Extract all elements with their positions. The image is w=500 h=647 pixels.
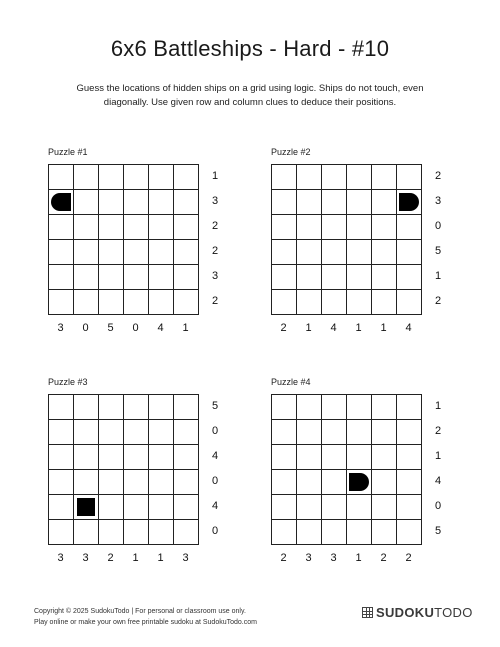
- grid-cell[interactable]: [297, 520, 322, 545]
- grid-cell[interactable]: [49, 520, 74, 545]
- grid-cell[interactable]: [174, 215, 199, 240]
- grid-cell[interactable]: [272, 470, 297, 495]
- column-clue: 2: [280, 322, 287, 334]
- grid-cell[interactable]: [74, 395, 99, 420]
- row-clue: 2: [211, 245, 219, 257]
- row-clue: 1: [434, 270, 442, 282]
- grid-cell[interactable]: [272, 520, 297, 545]
- puzzle-label: Puzzle #2: [271, 147, 311, 157]
- grid-cell[interactable]: [149, 240, 174, 265]
- grid-cell[interactable]: [372, 190, 397, 215]
- grid-cell[interactable]: [297, 290, 322, 315]
- grid-cell[interactable]: [99, 265, 124, 290]
- promo-text: Play online or make your own free printable sudoku at SudokuTodo.com: [34, 619, 257, 626]
- grid-cell[interactable]: [124, 190, 149, 215]
- grid-cell[interactable]: [74, 445, 99, 470]
- row-clue: 4: [211, 450, 219, 462]
- grid-cell[interactable]: [174, 520, 199, 545]
- puzzle-grid: [48, 164, 199, 315]
- grid-cell[interactable]: [322, 420, 347, 445]
- row-clue: 0: [434, 500, 442, 512]
- logo: [362, 605, 473, 620]
- column-clue: 4: [405, 322, 412, 334]
- row-clue: 2: [434, 170, 442, 182]
- row-clue: 0: [211, 475, 219, 487]
- row-clue: 5: [434, 525, 442, 537]
- grid-cell[interactable]: [174, 190, 199, 215]
- grid-cell[interactable]: [372, 290, 397, 315]
- grid-cell[interactable]: [372, 470, 397, 495]
- grid-cell[interactable]: [272, 190, 297, 215]
- grid-cell[interactable]: [74, 240, 99, 265]
- grid-cell[interactable]: [99, 395, 124, 420]
- footer: [34, 606, 257, 628]
- grid-cell[interactable]: [49, 265, 74, 290]
- column-clue: 2: [380, 552, 387, 564]
- grid-cell[interactable]: [149, 290, 174, 315]
- puzzle-label: Puzzle #3: [48, 377, 88, 387]
- ship-segment-icon: [349, 473, 369, 491]
- grid-cell[interactable]: [322, 190, 347, 215]
- grid-cell[interactable]: [124, 495, 149, 520]
- grid-cell[interactable]: [372, 395, 397, 420]
- column-clue: 2: [107, 552, 114, 564]
- row-clue: 2: [211, 220, 219, 232]
- grid-cell[interactable]: [149, 495, 174, 520]
- grid-cell[interactable]: [174, 395, 199, 420]
- grid-cell[interactable]: [372, 495, 397, 520]
- grid-cell[interactable]: [49, 165, 74, 190]
- grid-cell[interactable]: [99, 495, 124, 520]
- grid-cell[interactable]: [397, 445, 422, 470]
- grid-cell[interactable]: [372, 165, 397, 190]
- grid-cell[interactable]: [397, 495, 422, 520]
- grid-cell[interactable]: [297, 470, 322, 495]
- logo-text: [376, 605, 473, 620]
- grid-cell[interactable]: [124, 240, 149, 265]
- grid-cell[interactable]: [372, 520, 397, 545]
- row-clue: 3: [434, 195, 442, 207]
- grid-cell[interactable]: [347, 470, 372, 495]
- row-clue: 2: [434, 295, 442, 307]
- puzzle-label: Puzzle #4: [271, 377, 311, 387]
- grid-cell[interactable]: [124, 520, 149, 545]
- row-clue: 4: [211, 500, 219, 512]
- grid-cell[interactable]: [124, 165, 149, 190]
- column-clue: 3: [330, 552, 337, 564]
- grid-cell[interactable]: [99, 190, 124, 215]
- grid-cell[interactable]: [124, 215, 149, 240]
- grid-cell[interactable]: [74, 215, 99, 240]
- grid-cell[interactable]: [397, 290, 422, 315]
- grid-cell[interactable]: [322, 165, 347, 190]
- grid-cell[interactable]: [74, 520, 99, 545]
- grid-cell[interactable]: [372, 445, 397, 470]
- row-clue: 0: [434, 220, 442, 232]
- grid-cell[interactable]: [99, 165, 124, 190]
- grid-cell[interactable]: [347, 265, 372, 290]
- column-clue: 0: [132, 322, 139, 334]
- grid-cell[interactable]: [397, 265, 422, 290]
- grid-cell[interactable]: [322, 520, 347, 545]
- grid-cell[interactable]: [272, 265, 297, 290]
- grid-cell[interactable]: [174, 265, 199, 290]
- grid-cell[interactable]: [272, 240, 297, 265]
- logo-part-todo: TODO: [434, 605, 473, 620]
- grid-cell[interactable]: [372, 240, 397, 265]
- grid-cell[interactable]: [174, 290, 199, 315]
- ship-segment-icon: [51, 193, 71, 211]
- grid-cell[interactable]: [99, 470, 124, 495]
- grid-cell[interactable]: [297, 420, 322, 445]
- grid-cell[interactable]: [297, 240, 322, 265]
- grid-cell[interactable]: [397, 520, 422, 545]
- grid-cell[interactable]: [74, 495, 99, 520]
- column-clue: 3: [57, 322, 64, 334]
- grid-cell[interactable]: [397, 165, 422, 190]
- grid-cell[interactable]: [297, 190, 322, 215]
- row-clue: 2: [434, 425, 442, 437]
- grid-cell[interactable]: [99, 445, 124, 470]
- grid-cell[interactable]: [174, 165, 199, 190]
- column-clue: 1: [305, 322, 312, 334]
- grid-cell[interactable]: [49, 215, 74, 240]
- grid-cell[interactable]: [347, 495, 372, 520]
- column-clue: 3: [82, 552, 89, 564]
- column-clue: 1: [182, 322, 189, 334]
- column-clue: 3: [57, 552, 64, 564]
- grid-cell[interactable]: [372, 265, 397, 290]
- grid-cell[interactable]: [322, 240, 347, 265]
- grid-cell[interactable]: [124, 470, 149, 495]
- grid-cell[interactable]: [297, 165, 322, 190]
- grid-cell[interactable]: [347, 190, 372, 215]
- grid-cell[interactable]: [149, 165, 174, 190]
- row-clue: 1: [434, 450, 442, 462]
- grid-cell[interactable]: [99, 240, 124, 265]
- grid-cell[interactable]: [149, 190, 174, 215]
- grid-cell[interactable]: [99, 215, 124, 240]
- grid-cell[interactable]: [49, 470, 74, 495]
- grid-cell[interactable]: [322, 395, 347, 420]
- grid-logo-icon: [362, 607, 373, 618]
- puzzle-grid: [271, 164, 422, 315]
- puzzle-4: [271, 377, 471, 587]
- puzzle-grid: [48, 394, 199, 545]
- grid-cell[interactable]: [174, 445, 199, 470]
- row-clue: 0: [211, 525, 219, 537]
- grid-cell[interactable]: [272, 395, 297, 420]
- grid-cell[interactable]: [372, 215, 397, 240]
- grid-cell[interactable]: [397, 395, 422, 420]
- logo-part-sudoku: SUDOKU: [376, 605, 435, 620]
- grid-cell[interactable]: [397, 420, 422, 445]
- column-clue: 3: [305, 552, 312, 564]
- grid-cell[interactable]: [49, 290, 74, 315]
- instructions: Guess the locations of hidden ships on a grid using logic. Ships do not touch, even diagonally. Use given row and column clues to deduce their positions.: [76, 83, 424, 108]
- grid-cell[interactable]: [322, 445, 347, 470]
- column-clue: 1: [157, 552, 164, 564]
- grid-cell[interactable]: [272, 445, 297, 470]
- grid-cell[interactable]: [322, 265, 347, 290]
- grid-cell[interactable]: [322, 290, 347, 315]
- puzzle-label: Puzzle #1: [48, 147, 88, 157]
- row-clue: 1: [434, 400, 442, 412]
- grid-cell[interactable]: [297, 445, 322, 470]
- grid-cell[interactable]: [49, 190, 74, 215]
- grid-cell[interactable]: [74, 165, 99, 190]
- grid-cell[interactable]: [297, 215, 322, 240]
- grid-cell[interactable]: [174, 240, 199, 265]
- column-clue: 1: [380, 322, 387, 334]
- row-clue: 5: [211, 400, 219, 412]
- grid-cell[interactable]: [74, 290, 99, 315]
- copyright-text: Copyright © 2025 SudokuTodo | For personal or classroom use only.: [34, 608, 246, 615]
- grid-cell[interactable]: [372, 420, 397, 445]
- ship-segment-icon: [399, 193, 419, 211]
- grid-cell[interactable]: [347, 165, 372, 190]
- row-clue: 4: [434, 475, 442, 487]
- grid-cell[interactable]: [272, 290, 297, 315]
- row-clue: 3: [211, 270, 219, 282]
- grid-cell[interactable]: [272, 420, 297, 445]
- column-clue: 2: [280, 552, 287, 564]
- grid-cell[interactable]: [322, 495, 347, 520]
- grid-cell[interactable]: [74, 420, 99, 445]
- grid-cell[interactable]: [124, 395, 149, 420]
- grid-cell[interactable]: [99, 520, 124, 545]
- grid-cell[interactable]: [149, 520, 174, 545]
- grid-cell[interactable]: [149, 395, 174, 420]
- column-clue: 1: [355, 552, 362, 564]
- grid-cell[interactable]: [272, 215, 297, 240]
- page-title: 6x6 Battleships - Hard - #10: [110, 36, 390, 61]
- grid-cell[interactable]: [149, 470, 174, 495]
- grid-cell[interactable]: [347, 420, 372, 445]
- grid-cell[interactable]: [347, 240, 372, 265]
- grid-cell[interactable]: [174, 495, 199, 520]
- column-clue: 1: [132, 552, 139, 564]
- puzzle-2: [271, 147, 471, 357]
- grid-cell[interactable]: [347, 215, 372, 240]
- puzzle-1: [48, 147, 248, 357]
- column-clue: 3: [182, 552, 189, 564]
- grid-cell[interactable]: [124, 445, 149, 470]
- grid-cell[interactable]: [272, 165, 297, 190]
- grid-cell[interactable]: [99, 420, 124, 445]
- grid-cell[interactable]: [74, 190, 99, 215]
- puzzle-grid: [271, 394, 422, 545]
- row-clue: 0: [211, 425, 219, 437]
- grid-cell[interactable]: [49, 240, 74, 265]
- grid-cell[interactable]: [74, 470, 99, 495]
- grid-cell[interactable]: [322, 215, 347, 240]
- grid-cell[interactable]: [99, 290, 124, 315]
- row-clue: 1: [211, 170, 219, 182]
- row-clue: 2: [211, 295, 219, 307]
- row-clue: 3: [211, 195, 219, 207]
- grid-cell[interactable]: [49, 420, 74, 445]
- column-clue: 4: [157, 322, 164, 334]
- grid-cell[interactable]: [347, 290, 372, 315]
- grid-cell[interactable]: [149, 265, 174, 290]
- grid-cell[interactable]: [322, 470, 347, 495]
- column-clue: 5: [107, 322, 114, 334]
- column-clue: 2: [405, 552, 412, 564]
- grid-cell[interactable]: [74, 265, 99, 290]
- grid-cell[interactable]: [397, 470, 422, 495]
- puzzle-3: [48, 377, 248, 587]
- grid-cell[interactable]: [149, 420, 174, 445]
- grid-cell[interactable]: [397, 190, 422, 215]
- grid-cell[interactable]: [49, 395, 74, 420]
- grid-cell[interactable]: [297, 265, 322, 290]
- grid-cell[interactable]: [124, 420, 149, 445]
- grid-cell[interactable]: [397, 240, 422, 265]
- row-clue: 5: [434, 245, 442, 257]
- grid-cell[interactable]: [124, 265, 149, 290]
- grid-cell[interactable]: [49, 445, 74, 470]
- grid-cell[interactable]: [174, 420, 199, 445]
- column-clue: 0: [82, 322, 89, 334]
- grid-cell[interactable]: [347, 445, 372, 470]
- grid-cell[interactable]: [49, 495, 74, 520]
- grid-cell[interactable]: [272, 495, 297, 520]
- ship-segment-icon: [77, 498, 95, 516]
- grid-cell[interactable]: [347, 520, 372, 545]
- grid-cell[interactable]: [149, 445, 174, 470]
- column-clue: 1: [355, 322, 362, 334]
- grid-cell[interactable]: [149, 215, 174, 240]
- grid-cell[interactable]: [297, 395, 322, 420]
- grid-cell[interactable]: [347, 395, 372, 420]
- grid-cell[interactable]: [174, 470, 199, 495]
- grid-cell[interactable]: [397, 215, 422, 240]
- column-clue: 4: [330, 322, 337, 334]
- grid-cell[interactable]: [124, 290, 149, 315]
- grid-cell[interactable]: [297, 495, 322, 520]
